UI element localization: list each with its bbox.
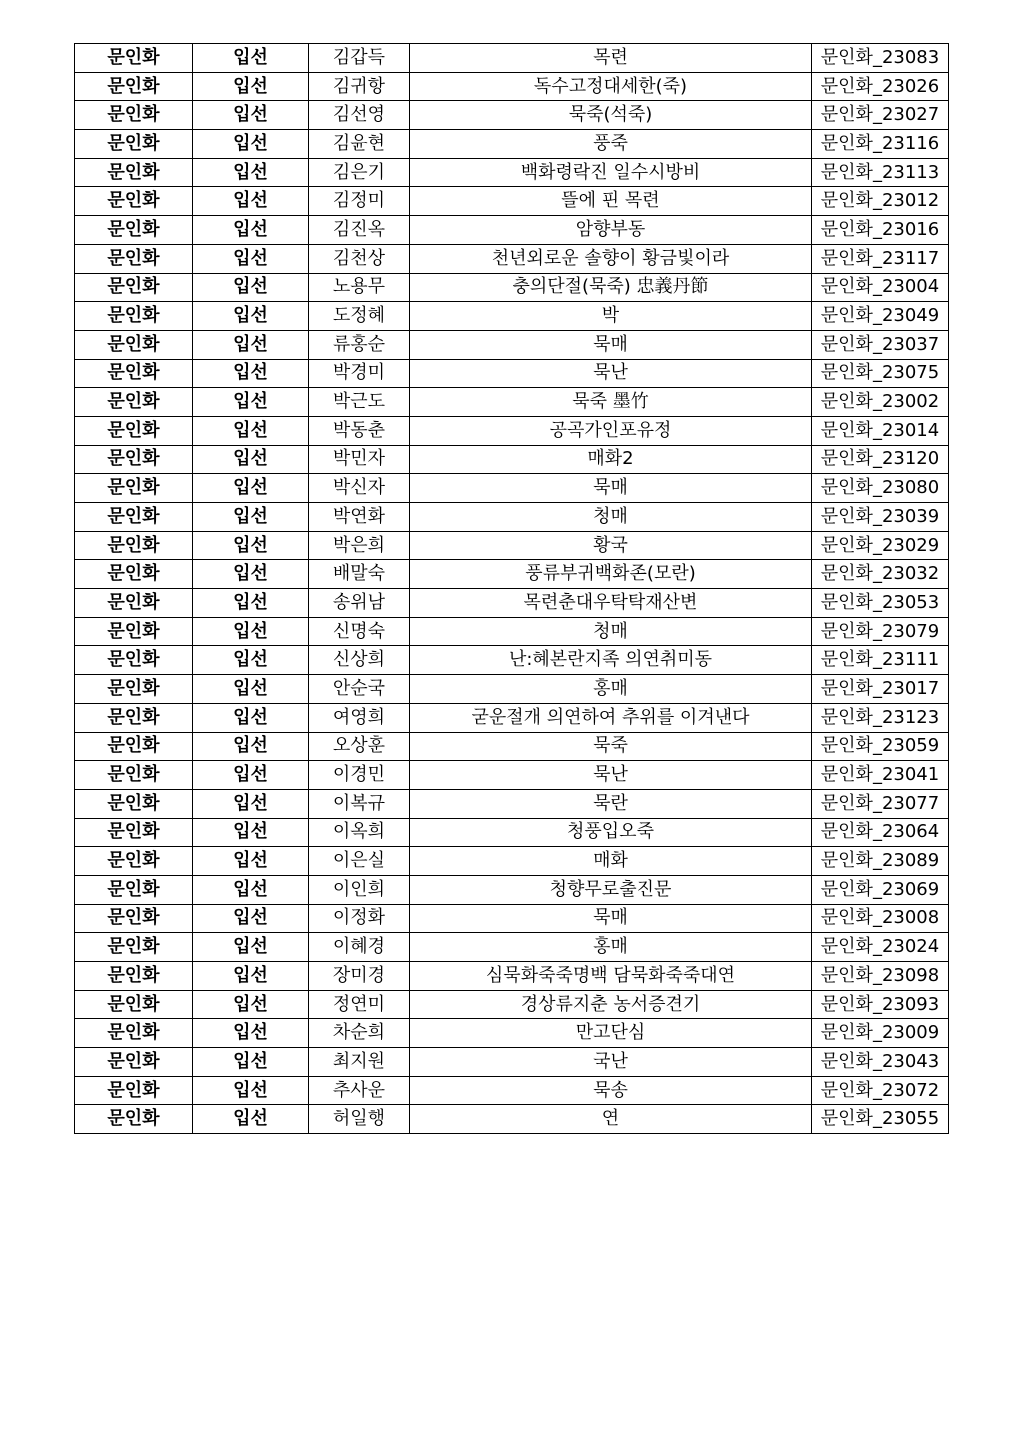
title-cell: 박 — [410, 302, 812, 331]
table-row — [75, 703, 949, 732]
title-cell: 백화령락진 일수시방비 — [410, 158, 812, 187]
table-row — [75, 904, 949, 933]
code-cell: 문인화_23049 — [812, 302, 949, 331]
title-cell: 묵난 — [410, 359, 812, 388]
table-row — [75, 646, 949, 675]
code-cell: 문인화_23077 — [812, 789, 949, 818]
code-cell: 문인화_23117 — [812, 244, 949, 273]
table-row — [75, 416, 949, 445]
award-cell: 입선 — [193, 962, 309, 991]
award-cell: 입선 — [193, 1048, 309, 1077]
artist-cell: 이복규 — [309, 789, 410, 818]
award-cell: 입선 — [193, 617, 309, 646]
award-cell: 입선 — [193, 244, 309, 273]
category-cell: 문인화 — [75, 503, 193, 532]
table-row — [75, 933, 949, 962]
artist-cell: 김윤현 — [309, 130, 410, 159]
artist-cell: 류홍순 — [309, 330, 410, 359]
artist-cell: 김귀항 — [309, 72, 410, 101]
award-cell: 입선 — [193, 732, 309, 761]
title-cell: 매화 — [410, 847, 812, 876]
artist-cell: 차순희 — [309, 1019, 410, 1048]
title-cell: 매화2 — [410, 445, 812, 474]
award-cell: 입선 — [193, 703, 309, 732]
table-row — [75, 503, 949, 532]
title-cell: 묵죽 墨竹 — [410, 388, 812, 417]
category-cell: 문인화 — [75, 703, 193, 732]
category-cell: 문인화 — [75, 847, 193, 876]
award-cell: 입선 — [193, 187, 309, 216]
award-cell: 입선 — [193, 675, 309, 704]
category-cell: 문인화 — [75, 187, 193, 216]
artist-cell: 김은기 — [309, 158, 410, 187]
code-cell: 문인화_23004 — [812, 273, 949, 302]
award-cell: 입선 — [193, 130, 309, 159]
table-row — [75, 789, 949, 818]
table-row — [75, 560, 949, 589]
code-cell: 문인화_23012 — [812, 187, 949, 216]
artist-cell: 박동춘 — [309, 416, 410, 445]
title-cell: 묵매 — [410, 904, 812, 933]
table-row — [75, 1048, 949, 1077]
category-cell: 문인화 — [75, 962, 193, 991]
artist-cell: 송위남 — [309, 589, 410, 618]
title-cell: 암향부동 — [410, 216, 812, 245]
table-row — [75, 273, 949, 302]
category-cell: 문인화 — [75, 273, 193, 302]
award-cell: 입선 — [193, 560, 309, 589]
category-cell: 문인화 — [75, 474, 193, 503]
table-row — [75, 761, 949, 790]
title-cell: 묵송 — [410, 1076, 812, 1105]
code-cell: 문인화_23032 — [812, 560, 949, 589]
title-cell: 심묵화죽죽명백 담묵화죽죽대연 — [410, 962, 812, 991]
results-table — [74, 43, 949, 1134]
title-cell: 묵매 — [410, 330, 812, 359]
category-cell: 문인화 — [75, 44, 193, 73]
code-cell: 문인화_23098 — [812, 962, 949, 991]
table-row — [75, 732, 949, 761]
table-row — [75, 1105, 949, 1134]
code-cell: 문인화_23072 — [812, 1076, 949, 1105]
category-cell: 문인화 — [75, 244, 193, 273]
artist-cell: 이정화 — [309, 904, 410, 933]
artist-cell: 박은희 — [309, 531, 410, 560]
table-row — [75, 818, 949, 847]
category-cell: 문인화 — [75, 1048, 193, 1077]
award-cell: 입선 — [193, 445, 309, 474]
category-cell: 문인화 — [75, 933, 193, 962]
category-cell: 문인화 — [75, 1076, 193, 1105]
code-cell: 문인화_23064 — [812, 818, 949, 847]
results-body — [75, 44, 949, 1134]
table-row — [75, 359, 949, 388]
artist-cell: 이은실 — [309, 847, 410, 876]
table-row — [75, 72, 949, 101]
award-cell: 입선 — [193, 1076, 309, 1105]
title-cell: 만고단심 — [410, 1019, 812, 1048]
code-cell: 문인화_23027 — [812, 101, 949, 130]
code-cell: 문인화_23039 — [812, 503, 949, 532]
award-cell: 입선 — [193, 589, 309, 618]
table-row — [75, 531, 949, 560]
code-cell: 문인화_23043 — [812, 1048, 949, 1077]
award-cell: 입선 — [193, 273, 309, 302]
category-cell: 문인화 — [75, 818, 193, 847]
table-row — [75, 675, 949, 704]
table-row — [75, 962, 949, 991]
award-cell: 입선 — [193, 359, 309, 388]
table-row — [75, 216, 949, 245]
code-cell: 문인화_23116 — [812, 130, 949, 159]
artist-cell: 김갑득 — [309, 44, 410, 73]
title-cell: 연 — [410, 1105, 812, 1134]
award-cell: 입선 — [193, 474, 309, 503]
award-cell: 입선 — [193, 388, 309, 417]
table-row — [75, 1019, 949, 1048]
table-row — [75, 330, 949, 359]
category-cell: 문인화 — [75, 72, 193, 101]
award-cell: 입선 — [193, 847, 309, 876]
code-cell: 문인화_23069 — [812, 875, 949, 904]
category-cell: 문인화 — [75, 761, 193, 790]
award-cell: 입선 — [193, 72, 309, 101]
code-cell: 문인화_23089 — [812, 847, 949, 876]
category-cell: 문인화 — [75, 302, 193, 331]
title-cell: 공곡가인포유정 — [410, 416, 812, 445]
table-row — [75, 589, 949, 618]
award-cell: 입선 — [193, 531, 309, 560]
category-cell: 문인화 — [75, 990, 193, 1019]
award-cell: 입선 — [193, 101, 309, 130]
code-cell: 문인화_23080 — [812, 474, 949, 503]
artist-cell: 최지원 — [309, 1048, 410, 1077]
title-cell: 천년외로운 솔향이 황금빛이라 — [410, 244, 812, 273]
code-cell: 문인화_23016 — [812, 216, 949, 245]
code-cell: 문인화_23083 — [812, 44, 949, 73]
category-cell: 문인화 — [75, 101, 193, 130]
artist-cell: 박연화 — [309, 503, 410, 532]
artist-cell: 이옥희 — [309, 818, 410, 847]
table-row — [75, 990, 949, 1019]
code-cell: 문인화_23002 — [812, 388, 949, 417]
code-cell: 문인화_23041 — [812, 761, 949, 790]
title-cell: 충의단절(묵죽) 忠義丹節 — [410, 273, 812, 302]
table-row — [75, 388, 949, 417]
category-cell: 문인화 — [75, 646, 193, 675]
award-cell: 입선 — [193, 789, 309, 818]
table-row — [75, 474, 949, 503]
award-cell: 입선 — [193, 416, 309, 445]
artist-cell: 오상훈 — [309, 732, 410, 761]
title-cell: 묵란 — [410, 789, 812, 818]
artist-cell: 추사운 — [309, 1076, 410, 1105]
artist-cell: 김진옥 — [309, 216, 410, 245]
table-row — [75, 44, 949, 73]
artist-cell: 김천상 — [309, 244, 410, 273]
artist-cell: 장미경 — [309, 962, 410, 991]
award-cell: 입선 — [193, 904, 309, 933]
award-cell: 입선 — [193, 216, 309, 245]
title-cell: 청매 — [410, 617, 812, 646]
artist-cell: 박민자 — [309, 445, 410, 474]
title-cell: 홍매 — [410, 675, 812, 704]
category-cell: 문인화 — [75, 1019, 193, 1048]
code-cell: 문인화_23026 — [812, 72, 949, 101]
award-cell: 입선 — [193, 875, 309, 904]
artist-cell: 허일행 — [309, 1105, 410, 1134]
code-cell: 문인화_23014 — [812, 416, 949, 445]
code-cell: 문인화_23120 — [812, 445, 949, 474]
category-cell: 문인화 — [75, 732, 193, 761]
category-cell: 문인화 — [75, 158, 193, 187]
artist-cell: 박경미 — [309, 359, 410, 388]
table-row — [75, 302, 949, 331]
table-row — [75, 847, 949, 876]
code-cell: 문인화_23053 — [812, 589, 949, 618]
category-cell: 문인화 — [75, 560, 193, 589]
code-cell: 문인화_23079 — [812, 617, 949, 646]
title-cell: 굳운절개 의연하여 추위를 이겨낸다 — [410, 703, 812, 732]
category-cell: 문인화 — [75, 359, 193, 388]
award-cell: 입선 — [193, 302, 309, 331]
category-cell: 문인화 — [75, 416, 193, 445]
award-cell: 입선 — [193, 503, 309, 532]
award-cell: 입선 — [193, 1019, 309, 1048]
title-cell: 목련춘대우탁탁재산변 — [410, 589, 812, 618]
table-row — [75, 187, 949, 216]
code-cell: 문인화_23008 — [812, 904, 949, 933]
title-cell: 풍류부귀백화존(모란) — [410, 560, 812, 589]
table-row — [75, 1076, 949, 1105]
code-cell: 문인화_23075 — [812, 359, 949, 388]
award-cell: 입선 — [193, 646, 309, 675]
award-cell: 입선 — [193, 158, 309, 187]
title-cell: 묵난 — [410, 761, 812, 790]
code-cell: 문인화_23009 — [812, 1019, 949, 1048]
artist-cell: 신명숙 — [309, 617, 410, 646]
title-cell: 청풍입오죽 — [410, 818, 812, 847]
category-cell: 문인화 — [75, 388, 193, 417]
artist-cell: 이경민 — [309, 761, 410, 790]
award-cell: 입선 — [193, 933, 309, 962]
artist-cell: 안순국 — [309, 675, 410, 704]
title-cell: 청매 — [410, 503, 812, 532]
title-cell: 묵죽 — [410, 732, 812, 761]
artist-cell: 이혜경 — [309, 933, 410, 962]
artist-cell: 김정미 — [309, 187, 410, 216]
table-row — [75, 617, 949, 646]
category-cell: 문인화 — [75, 789, 193, 818]
title-cell: 묵죽(석죽) — [410, 101, 812, 130]
artist-cell: 이인희 — [309, 875, 410, 904]
artist-cell: 신상희 — [309, 646, 410, 675]
code-cell: 문인화_23123 — [812, 703, 949, 732]
category-cell: 문인화 — [75, 589, 193, 618]
table-row — [75, 244, 949, 273]
title-cell: 난:혜본란지족 의연취미동 — [410, 646, 812, 675]
code-cell: 문인화_23037 — [812, 330, 949, 359]
category-cell: 문인화 — [75, 330, 193, 359]
award-cell: 입선 — [193, 761, 309, 790]
category-cell: 문인화 — [75, 904, 193, 933]
code-cell: 문인화_23029 — [812, 531, 949, 560]
artist-cell: 도정혜 — [309, 302, 410, 331]
category-cell: 문인화 — [75, 617, 193, 646]
artist-cell: 정연미 — [309, 990, 410, 1019]
code-cell: 문인화_23113 — [812, 158, 949, 187]
title-cell: 묵매 — [410, 474, 812, 503]
title-cell: 목련 — [410, 44, 812, 73]
code-cell: 문인화_23093 — [812, 990, 949, 1019]
code-cell: 문인화_23017 — [812, 675, 949, 704]
title-cell: 청향무로출진문 — [410, 875, 812, 904]
title-cell: 독수고정대세한(죽) — [410, 72, 812, 101]
artist-cell: 여영희 — [309, 703, 410, 732]
table-row — [75, 158, 949, 187]
title-cell: 국난 — [410, 1048, 812, 1077]
artist-cell: 김선영 — [309, 101, 410, 130]
title-cell: 경상류지춘 농서증견기 — [410, 990, 812, 1019]
code-cell: 문인화_23111 — [812, 646, 949, 675]
award-cell: 입선 — [193, 1105, 309, 1134]
artist-cell: 박근도 — [309, 388, 410, 417]
title-cell: 홍매 — [410, 933, 812, 962]
title-cell: 풍죽 — [410, 130, 812, 159]
category-cell: 문인화 — [75, 875, 193, 904]
category-cell: 문인화 — [75, 445, 193, 474]
category-cell: 문인화 — [75, 130, 193, 159]
artist-cell: 노용무 — [309, 273, 410, 302]
category-cell: 문인화 — [75, 1105, 193, 1134]
artist-cell: 배말숙 — [309, 560, 410, 589]
category-cell: 문인화 — [75, 531, 193, 560]
code-cell: 문인화_23059 — [812, 732, 949, 761]
table-row — [75, 445, 949, 474]
artist-cell: 박신자 — [309, 474, 410, 503]
category-cell: 문인화 — [75, 216, 193, 245]
code-cell: 문인화_23024 — [812, 933, 949, 962]
title-cell: 황국 — [410, 531, 812, 560]
award-cell: 입선 — [193, 818, 309, 847]
table-row — [75, 130, 949, 159]
award-cell: 입선 — [193, 990, 309, 1019]
code-cell: 문인화_23055 — [812, 1105, 949, 1134]
award-cell: 입선 — [193, 44, 309, 73]
category-cell: 문인화 — [75, 675, 193, 704]
award-cell: 입선 — [193, 330, 309, 359]
title-cell: 뜰에 핀 목련 — [410, 187, 812, 216]
table-row — [75, 101, 949, 130]
table-row — [75, 875, 949, 904]
